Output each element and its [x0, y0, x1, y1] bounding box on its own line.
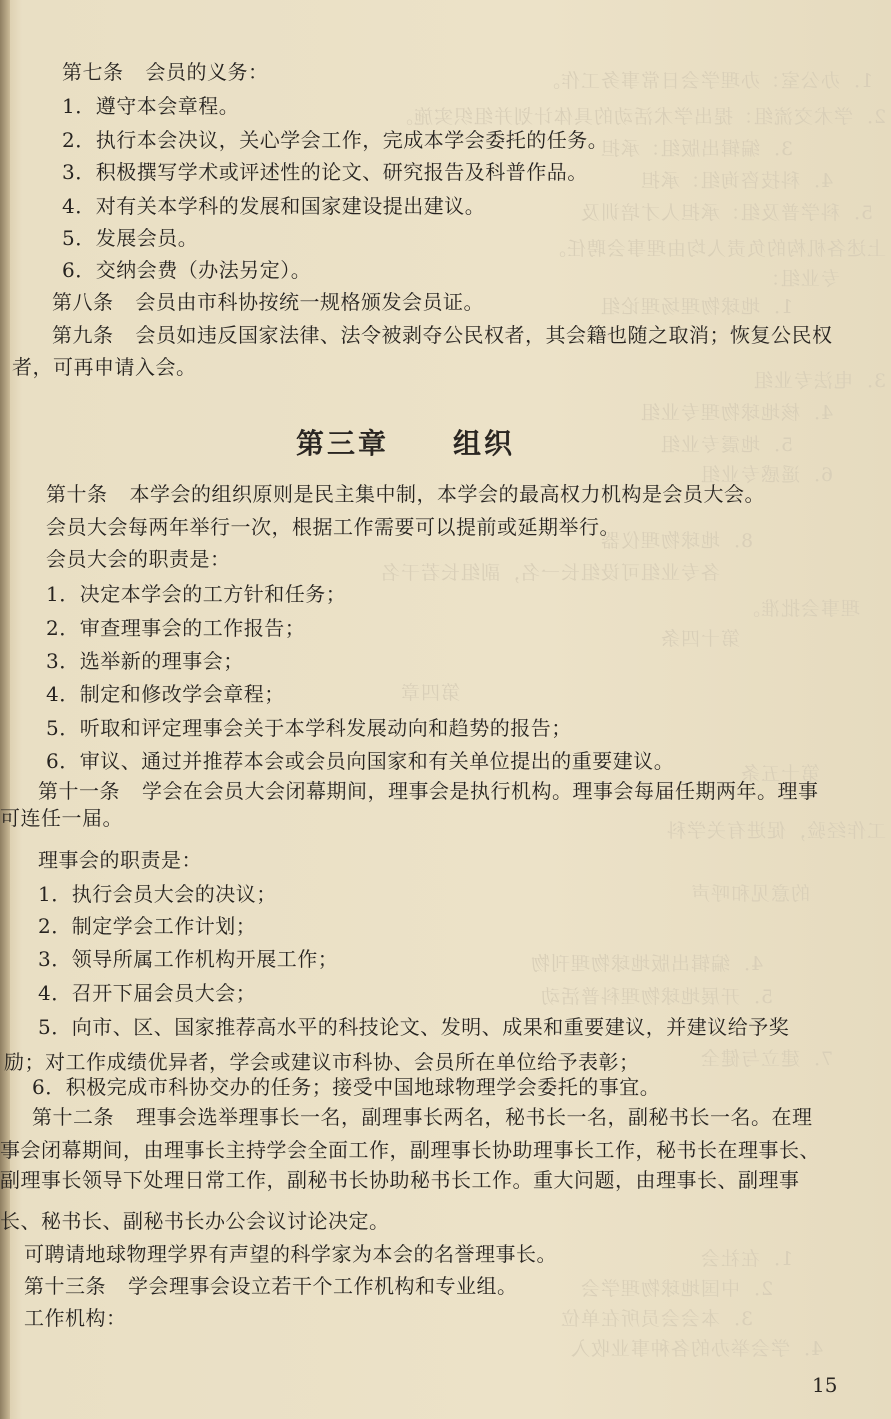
- show-through-line: 第十四条: [660, 628, 741, 650]
- text-line: 者，可再申请入会。: [12, 355, 197, 379]
- show-through-line: 上述各机构的负责人均由理事会聘任。: [546, 238, 887, 260]
- show-through-line: 7．建立与健全: [700, 1048, 834, 1070]
- article-text: 会员如违反国家法律、法令被剥夺公民权者，其会籍也随之取消；恢复公民权: [135, 323, 833, 347]
- article-number: 第十条: [46, 482, 108, 506]
- text-line: 会员大会的职责是：: [46, 547, 231, 571]
- text-line: [46, 484, 765, 504]
- show-through-line: 1．在社会: [700, 1248, 794, 1270]
- article-text: 理事会选举理事长一名，副理事长两名，秘书长一名，副秘书长一名。在理: [136, 1105, 813, 1129]
- text-line: 理事会的职责是：: [38, 848, 202, 872]
- text-line: 4．对有关本学科的发展和国家建设提出建议。: [62, 194, 486, 218]
- show-through-line: 3．电法专业组: [753, 370, 887, 392]
- show-through-line: 1．办公室：办理学会日常事务工作。: [540, 70, 874, 92]
- article-number: 第十一条: [38, 779, 120, 803]
- article-number: 第十三条: [24, 1274, 106, 1298]
- show-through-line: 6．遥感专业组: [700, 464, 834, 486]
- show-through-line: 4．科技咨询组：承担: [640, 170, 834, 192]
- chapter-title: 组织: [453, 427, 516, 460]
- show-through-line: 8．地球物理仪器: [600, 530, 754, 552]
- text-line: [52, 325, 833, 345]
- text-line: [62, 62, 269, 82]
- text-line: 5．听取和评定理事会关于本学科发展动向和趋势的报告；: [46, 716, 572, 740]
- show-through-line: 各专业组可设组长一名，副组长若干名: [380, 562, 721, 584]
- show-through-line: 1．地球物理场理论组: [600, 296, 794, 318]
- article-number: 第八条: [52, 290, 114, 314]
- text-line: 会员大会每两年举行一次，根据工作需要可以提前或延期举行。: [46, 515, 620, 539]
- text-line: 可连任一届。: [0, 806, 123, 830]
- show-through-line: 4．学会举办的各种事业收入: [570, 1338, 824, 1360]
- show-through-line: 2．学术交流组：提出学术活动的具体计划并组织实施。: [393, 106, 887, 128]
- text-line: 3．积极撰写学术或评述性的论文、研究报告及科普作品。: [62, 160, 588, 184]
- show-through-line: 5．开展地球物理科普活动: [540, 986, 774, 1008]
- text-line: 5．向市、区、国家推荐高水平的科技论文、发明、成果和重要建议，并建议给予奖: [38, 1015, 790, 1039]
- show-through-line: 4．编辑出版地球物理刊物: [530, 953, 764, 975]
- text-line: 6．积极完成市科协交办的任务；接受中国地球物理学会委托的事宜。: [32, 1075, 661, 1099]
- text-line: 2．执行本会决议，关心学会工作，完成本学会委托的任务。: [62, 128, 609, 152]
- text-line: 可聘请地球物理学界有声望的科学家为本会的名誉理事长。: [24, 1242, 557, 1266]
- text-line: 6．交纳会费（办法另定）。: [62, 258, 312, 282]
- article-text: 本学会的组织原则是民主集中制，本学会的最高权力机构是会员大会。: [129, 482, 765, 506]
- text-line: 2．制定学会工作计划；: [38, 914, 257, 938]
- text-line: 3．选举新的理事会；: [46, 649, 244, 673]
- text-line: [52, 292, 484, 312]
- article-text: 学会理事会设立若干个工作机构和专业组。: [128, 1274, 518, 1298]
- show-through-line: 理事会批准。: [740, 598, 861, 620]
- article-number: 第九条: [52, 323, 114, 347]
- show-through-line: 第十五条: [740, 763, 821, 785]
- text-line: [32, 1107, 813, 1127]
- article-number: 第十二条: [32, 1105, 114, 1129]
- article-text: 会员的义务：: [145, 60, 269, 84]
- show-through-line: 专业组：: [760, 268, 841, 290]
- text-line: 1．遵守本会章程。: [62, 94, 240, 118]
- show-through-line: 5．地震专业组: [660, 434, 794, 456]
- chapter-heading: [296, 422, 515, 462]
- text-line: 4．制定和修改学会章程；: [46, 682, 285, 706]
- text-line: 事会闭幕期间，由理事长主持学会全面工作，副理事长协助理事长工作，秘书长在理事长、: [0, 1138, 820, 1162]
- text-line: 工作机构：: [24, 1306, 127, 1330]
- text-line: 1．执行会员大会的决议；: [38, 882, 277, 906]
- chapter-label: 第三章: [296, 427, 390, 460]
- show-through-line: 工作经验，促进有关学科: [666, 820, 887, 842]
- show-through-line: 第四章: [400, 682, 461, 704]
- show-through-line: 3．本会会员所在单位: [560, 1308, 754, 1330]
- binding-shadow: [0, 0, 10, 1419]
- show-through-line: 3．编辑出版组：承担: [600, 138, 794, 160]
- article-number: 第七条: [62, 60, 124, 84]
- show-through-line: 4．核地球物理专业组: [640, 402, 834, 424]
- show-through-line: 2．中国地球物理学会: [580, 1278, 774, 1300]
- article-text: 学会在会员大会闭幕期间，理事会是执行机构。理事会每届任期两年。理事: [142, 779, 819, 803]
- text-line: [38, 781, 819, 801]
- text-line: 5．发展会员。: [62, 226, 199, 250]
- text-line: 励；对工作成绩优异者，学会或建议市科协、会员所在单位给予表彰；: [4, 1050, 640, 1074]
- article-text: 会员由市科协按统一规格颁发会员证。: [135, 290, 484, 314]
- text-line: 6．审议、通过并推荐本会或会员向国家和有关单位提出的重要建议。: [46, 749, 675, 773]
- show-through-line: 5．科学普及组：承担人才培训及: [580, 202, 874, 224]
- text-line: 4．召开下届会员大会；: [38, 981, 257, 1005]
- text-line: 副理事长领导下处理日常工作，副秘书长协助秘书长工作。重大问题，由理事长、副理事: [0, 1168, 800, 1192]
- text-line: [24, 1276, 518, 1296]
- show-through-line: 的意见和呼声: [690, 883, 811, 905]
- text-line: 1．决定本学会的工方针和任务；: [46, 582, 347, 606]
- text-line: 3．领导所属工作机构开展工作；: [38, 947, 339, 971]
- page-number: 15: [812, 1373, 838, 1397]
- text-line: 2．审查理事会的工作报告；: [46, 616, 306, 640]
- text-line: 长、秘书长、副秘书长办公会议讨论决定。: [0, 1209, 390, 1233]
